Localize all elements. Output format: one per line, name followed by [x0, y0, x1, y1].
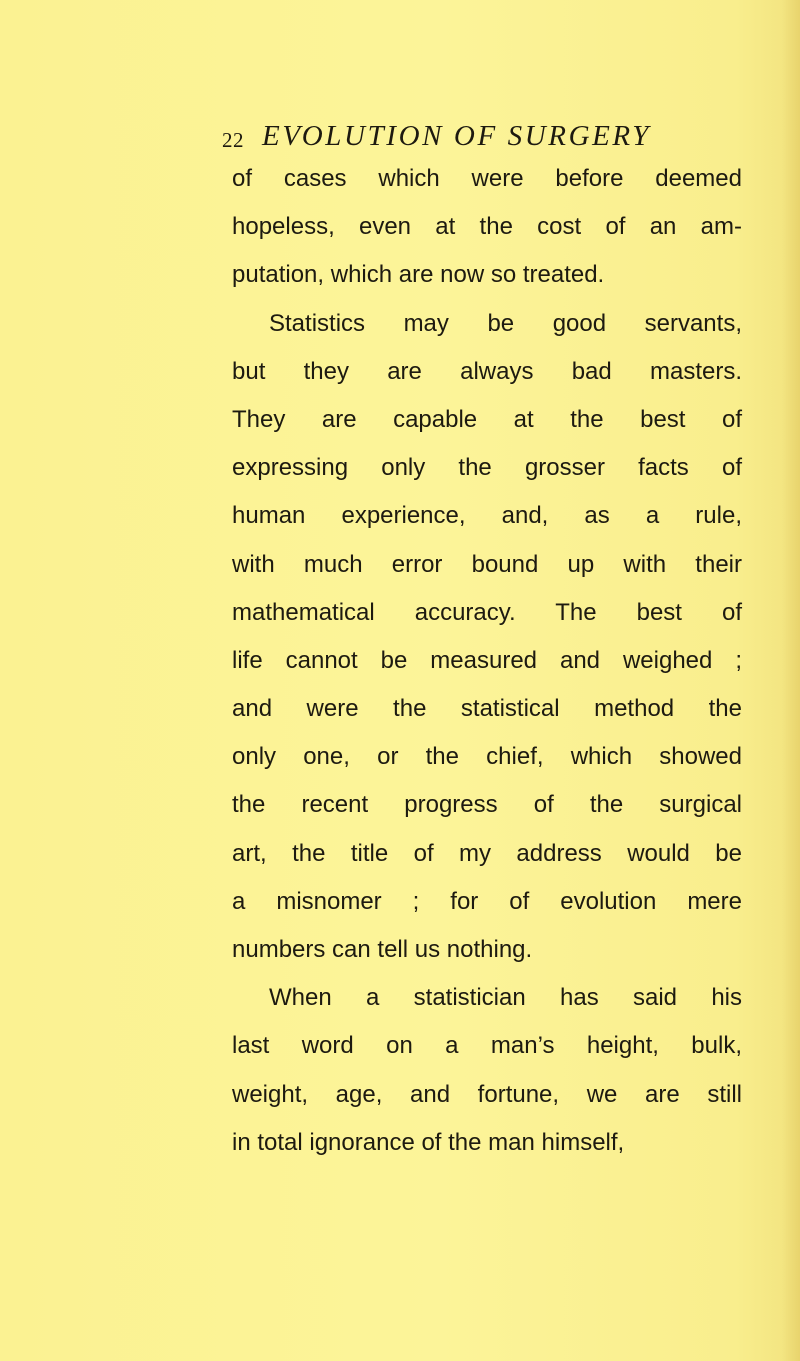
text-line: last word on a man’s height, bulk, [232, 1032, 742, 1060]
text-line: of cases which were before deemed [232, 165, 742, 192]
text-line: and were the statistical method the [232, 695, 742, 723]
text-line: hopeless, even at the cost of an am- [232, 213, 742, 241]
text-line: human experience, and, as a rule, [232, 502, 742, 530]
text-line: but they are always bad masters. [232, 357, 742, 385]
text-line: life cannot be measured and weighed ; [232, 646, 742, 674]
text-line: weight, age, and fortune, we are still [232, 1080, 742, 1108]
text-line: numbers can tell us nothing. [232, 936, 533, 963]
text-line: expressing only the grosser facts of [232, 454, 742, 482]
text-line: in total ignorance of the man himself, [232, 1128, 625, 1156]
text-line: Statistics may be good servants, [269, 309, 742, 337]
text-line: When a statistician has said his [269, 984, 742, 1012]
text-line: with much error bound up with their [232, 550, 742, 578]
text-line: mathematical accuracy. The best of [232, 598, 742, 626]
text-line: putation, which are now so treated. [232, 261, 605, 289]
text-line: the recent progress of the surgical [232, 791, 742, 819]
text-line: They are capable at the best of [232, 405, 742, 433]
text-line: only one, or the chief, which showed [232, 743, 742, 771]
body-text [232, 155, 742, 1167]
text-line: art, the title of my address would be [232, 839, 742, 867]
running-header [222, 120, 742, 160]
text-line: a misnomer ; for of evolution mere [232, 887, 742, 915]
page-number: 22 [222, 128, 244, 152]
running-title: EVOLUTION OF SURGERY [262, 120, 651, 152]
page-edge-shadow [782, 0, 800, 1361]
